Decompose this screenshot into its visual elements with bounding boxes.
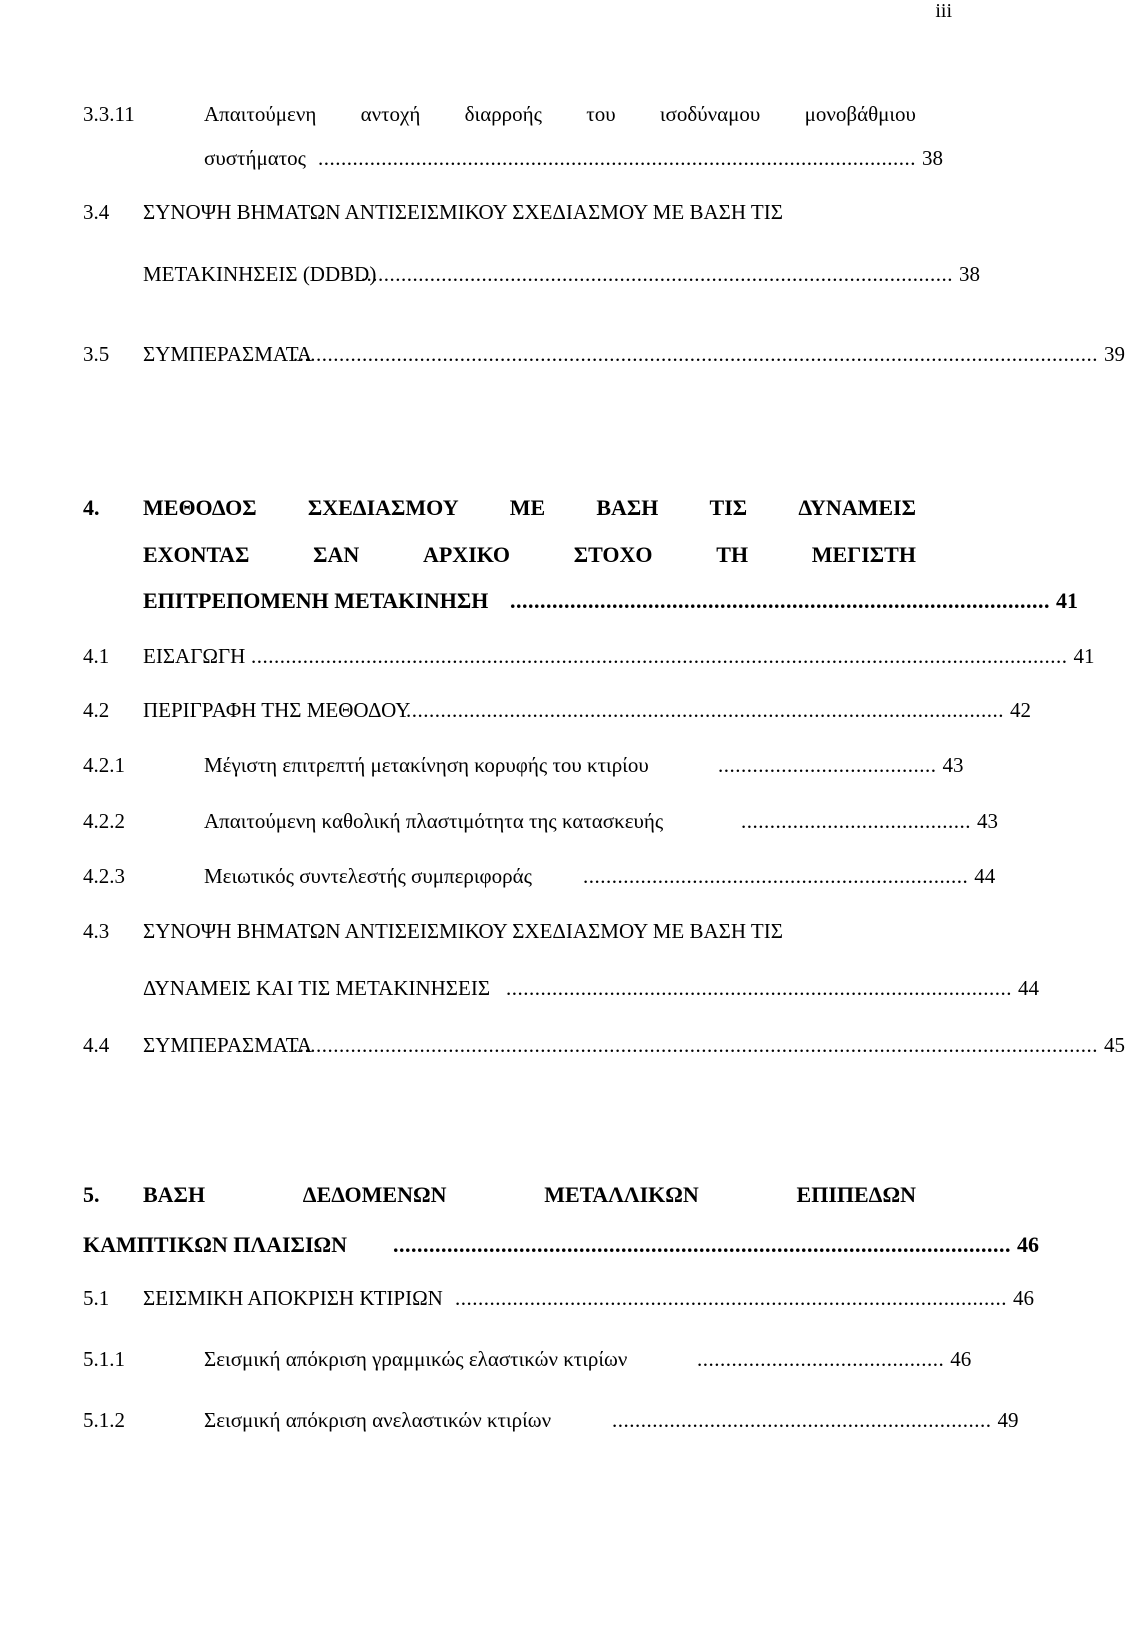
- entry-leader: [612, 1406, 1019, 1434]
- leader-dots: ........................................................................................................: [406, 698, 1004, 722]
- entry-number: 4.: [83, 495, 100, 520]
- title-word: ΒΑΣΗ: [596, 495, 659, 520]
- toc-entry-3-5[interactable]: [0, 340, 1125, 368]
- leader-dots: ........................................: [741, 809, 971, 833]
- toc-entry-5-cont[interactable]: [0, 1231, 1039, 1259]
- entry-title: Μειωτικός συντελεστής συμπεριφοράς: [204, 864, 532, 888]
- toc-entry-4-2[interactable]: [0, 696, 1031, 724]
- leader-dots: ........................................................................................: [506, 976, 1012, 1000]
- entry-leader: [718, 751, 964, 779]
- entry-leader: [583, 862, 996, 890]
- entry-page: 46: [1017, 1232, 1039, 1257]
- title-word: ΣΑΝ: [313, 542, 360, 567]
- leader-dots: ..............................................................................................................................................: [251, 644, 1068, 668]
- title-word: ΕΧΟΝΤΑΣ: [143, 542, 250, 567]
- toc-entry-5-1-1[interactable]: [0, 1345, 972, 1373]
- title-word: διαρροής: [464, 102, 542, 126]
- title-word: ΣΧΕΔΙΑΣΜΟΥ: [307, 495, 459, 520]
- entry-page: 43: [942, 753, 964, 777]
- entry-title: ΣΥΜΠΕΡΑΣΜΑΤΑ: [143, 1033, 313, 1057]
- leader-dots: ..................................................................: [612, 1408, 992, 1432]
- entry-number: 3.5: [83, 342, 110, 366]
- title-word: ΕΠΙΠΕΔΩΝ: [796, 1182, 916, 1207]
- leader-dots: ............................................................................................................................................: [293, 342, 1098, 366]
- entry-title: ΕΙΣΑΓΩΓΗ: [143, 644, 246, 668]
- title-word: ΒΑΣΗ: [143, 1182, 206, 1207]
- title-word: ΔΕΔΟΜΕΝΩΝ: [302, 1182, 447, 1207]
- title-word: του: [586, 102, 616, 126]
- entry-page: 44: [974, 864, 996, 888]
- entry-page: 46: [950, 1347, 972, 1371]
- entry-number: 5.: [83, 1182, 100, 1207]
- leader-dots: ............................................................................................................................................: [293, 1033, 1098, 1057]
- toc-entry-3-4-cont[interactable]: [0, 260, 980, 288]
- leader-dots: ........................................................................................................: [355, 262, 953, 286]
- entry-leader: [293, 340, 1125, 368]
- entry-page: 44: [1018, 976, 1039, 1000]
- entry-page: 42: [1010, 698, 1031, 722]
- title-word: Απαιτούμενη: [204, 102, 317, 126]
- toc-entry-5[interactable]: [0, 1181, 960, 1209]
- entry-number: 4.2.1: [83, 753, 125, 777]
- entry-leader: [355, 260, 980, 288]
- title-word: ΜΕΓΙΣΤΗ: [811, 542, 916, 567]
- entry-number: 5.1.1: [83, 1347, 125, 1371]
- entry-title: Μέγιστη επιτρεπτή μετακίνηση κορυφής του κτιρίου: [204, 753, 649, 777]
- entry-leader: [318, 144, 943, 172]
- entry-title: ΜΕΤΑΚΙΝΗΣΕΙΣ (DDBD): [143, 262, 377, 286]
- entry-number: 3.4: [83, 200, 110, 224]
- toc-entry-4-2-2[interactable]: [0, 807, 998, 835]
- leader-dots: ..........................................................................................: [510, 588, 1050, 613]
- title-word: ΜΕ: [509, 495, 546, 520]
- toc-entry-3-3-11[interactable]: [0, 100, 960, 128]
- entry-leader: [293, 1031, 1125, 1059]
- toc-entry-5-1[interactable]: [0, 1284, 1034, 1312]
- entry-leader: [741, 807, 998, 835]
- toc-entry-4-2-1[interactable]: [0, 751, 964, 779]
- leader-dots: ................................................................................................: [455, 1286, 1007, 1310]
- toc-entry-3-4[interactable]: [0, 198, 960, 226]
- entry-title: ΕΠΙΤΡΕΠΟΜΕΝΗ ΜΕΤΑΚΙΝΗΣΗ: [143, 588, 489, 613]
- leader-dots: ...........................................: [697, 1347, 945, 1371]
- leader-dots: ...................................................................: [583, 864, 969, 888]
- toc-entry-4-3[interactable]: [0, 917, 960, 945]
- page-number: iii: [935, 0, 952, 22]
- entry-title: ΚΑΜΠΤΙΚΩΝ ΠΛΑΙΣΙΩΝ: [83, 1232, 348, 1257]
- title-word: ΤΙΣ: [709, 495, 748, 520]
- title-word: ισοδύναμου: [659, 102, 761, 126]
- entry-leader: [393, 1231, 1039, 1259]
- title-word: ΣΤΟΧΟ: [573, 542, 653, 567]
- entry-number: 4.2: [83, 698, 110, 722]
- entry-title: ΔΥΝΑΜΕΙΣ ΚΑΙ ΤΙΣ ΜΕΤΑΚΙΝΗΣΕΙΣ: [143, 976, 491, 1000]
- toc-entry-5-1-2[interactable]: [0, 1406, 1019, 1434]
- entry-title: συστήματος: [204, 146, 306, 170]
- entry-leader: [510, 587, 1078, 615]
- entry-number: 3.3.11: [83, 102, 135, 126]
- entry-leader: [506, 974, 1039, 1002]
- entry-title: ΣΥΝΟΨΗ ΒΗΜΑΤΩΝ ΑΝΤΙΣΕΙΣΜΙΚΟΥ ΣΧΕΔΙΑΣΜΟΥ ΜΕ ΒΑΣΗ ΤΙΣ: [143, 919, 783, 943]
- entry-title: Σεισμική απόκριση γραμμικώς ελαστικών κτιρίων: [204, 1347, 628, 1371]
- entry-number: 5.1.2: [83, 1408, 125, 1432]
- toc-entry-4-cont-1[interactable]: [0, 541, 960, 569]
- entry-leader: [251, 642, 1095, 670]
- entry-page: 41: [1056, 588, 1078, 613]
- entry-number: 4.1: [83, 644, 110, 668]
- entry-leader: [697, 1345, 972, 1373]
- toc-entry-4[interactable]: [0, 494, 960, 522]
- entry-number: 4.3: [83, 919, 110, 943]
- entry-title: Απαιτούμενη καθολική πλαστιμότητα της κατασκευής: [204, 809, 664, 833]
- entry-title: [204, 100, 916, 128]
- entry-title: [143, 1181, 916, 1209]
- leader-dots: ......................................: [718, 753, 937, 777]
- entry-number: 5.1: [83, 1286, 110, 1310]
- toc-entry-4-3-cont[interactable]: [0, 974, 1039, 1002]
- entry-page: 38: [922, 146, 943, 170]
- entry-title: ΣΕΙΣΜΙΚΗ ΑΠΟΚΡΙΣΗ ΚΤΙΡΙΩΝ: [143, 1286, 443, 1310]
- leader-dots: ........................................................................................................: [318, 146, 916, 170]
- leader-dots: .......................................................................................................: [393, 1232, 1011, 1257]
- entry-title: Σεισμική απόκριση ανελαστικών κτιρίων: [204, 1408, 552, 1432]
- toc-entry-4-1[interactable]: [0, 642, 1095, 670]
- entry-page: 45: [1104, 1033, 1125, 1057]
- title-word: ΔΥΝΑΜΕΙΣ: [798, 495, 916, 520]
- title-word: αντοχή: [360, 102, 421, 126]
- toc-entry-3-3-11-cont[interactable]: [0, 144, 960, 172]
- toc-entry-4-4[interactable]: [0, 1031, 1125, 1059]
- entry-title: ΣΥΝΟΨΗ ΒΗΜΑΤΩΝ ΑΝΤΙΣΕΙΣΜΙΚΟΥ ΣΧΕΔΙΑΣΜΟΥ ΜΕ ΒΑΣΗ ΤΙΣ: [143, 200, 783, 224]
- entry-page: 39: [1104, 342, 1125, 366]
- entry-number: 4.2.3: [83, 864, 125, 888]
- entry-leader: [406, 696, 1031, 724]
- toc-entry-4-cont-2[interactable]: [0, 587, 1078, 615]
- entry-number: 4.2.2: [83, 809, 125, 833]
- title-word: ΜΕΘΟΔΟΣ: [143, 495, 257, 520]
- entry-title: ΠΕΡΙΓΡΑΦΗ ΤΗΣ ΜΕΘΟΔΟΥ: [143, 698, 411, 722]
- title-word: μονοβάθμιου: [804, 102, 916, 126]
- title-word: ΤΗ: [716, 542, 749, 567]
- entry-title: [143, 541, 916, 569]
- entry-page: 41: [1073, 644, 1095, 668]
- entry-title: ΣΥΜΠΕΡΑΣΜΑΤΑ: [143, 342, 313, 366]
- toc-entry-4-2-3[interactable]: [0, 862, 996, 890]
- entry-number: 4.4: [83, 1033, 110, 1057]
- entry-page: 46: [1013, 1286, 1034, 1310]
- title-word: ΜΕΤΑΛΛΙΚΩΝ: [544, 1182, 699, 1207]
- entry-page: 49: [997, 1408, 1019, 1432]
- entry-page: 43: [977, 809, 998, 833]
- entry-page: 38: [959, 262, 980, 286]
- entry-leader: [455, 1284, 1034, 1312]
- entry-title: [143, 494, 916, 522]
- title-word: ΑΡΧΙΚΟ: [422, 542, 511, 567]
